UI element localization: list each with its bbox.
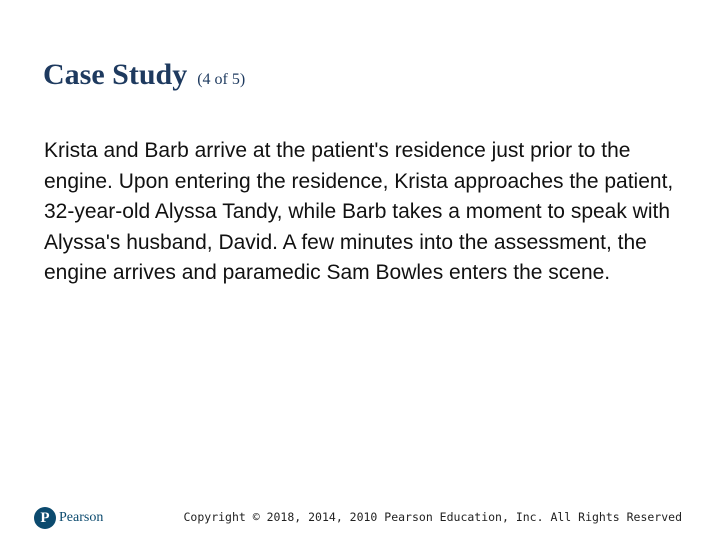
title-main: Case Study — [43, 58, 188, 91]
body-paragraph: Krista and Barb arrive at the patient's residence just prior to the engine. Upon entering the residence, Krista approaches the patient, 32-year-old Alyssa Tandy, while Barb takes a moment to speak with Alyssa's husband, David. A few minutes into the assessment, the engine arrives and paramedic Sam Bowles enters the scene. — [44, 139, 674, 285]
title-progress: (4 of 5) — [197, 71, 246, 88]
slide-title — [43, 58, 245, 92]
pearson-logo-text: Pearson — [59, 510, 104, 525]
pearson-logo — [34, 506, 103, 530]
copyright-notice: Copyright © 2018, 2014, 2010 Pearson Education, Inc. All Rights Reserved — [183, 510, 682, 524]
pearson-logo-icon: P — [34, 507, 56, 529]
footer — [0, 500, 720, 534]
